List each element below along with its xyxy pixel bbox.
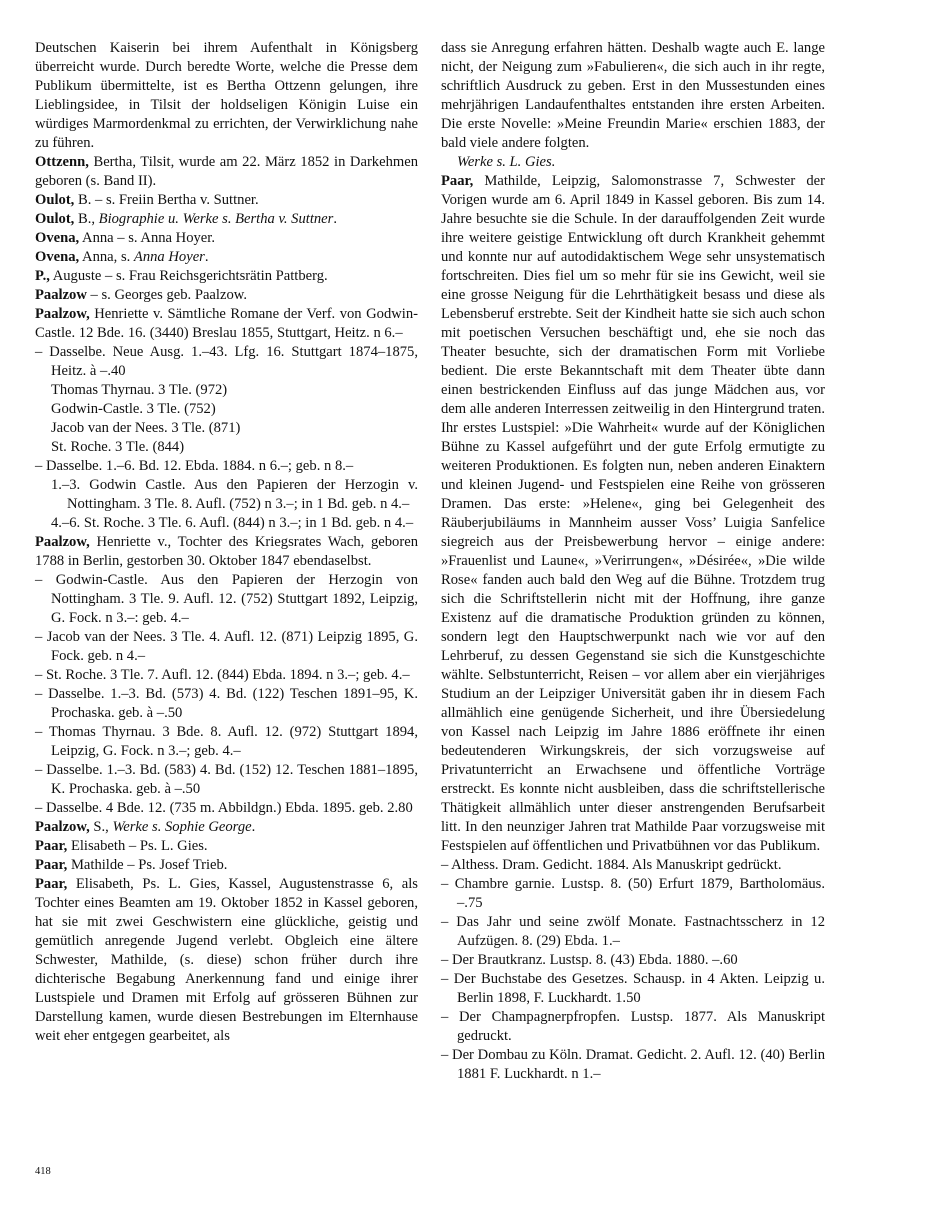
entry-text: S., bbox=[89, 819, 113, 835]
page-number: 418 bbox=[35, 1166, 51, 1177]
list-item: St. Roche. 3 Tle. (844) bbox=[51, 439, 185, 455]
entry-headword: Ottzenn, bbox=[35, 154, 89, 170]
entry-tail: . bbox=[251, 819, 256, 835]
entry-headword: Paar, bbox=[441, 173, 474, 189]
sub-entry: – Der Brautkranz. Lustsp. 8. (43) Ebda. 1880. –.60 bbox=[441, 952, 738, 968]
sub-entry: – Dasselbe. 1.–3. Bd. (583) 4. Bd. (152) 12. Teschen 1881–1895, K. Prochaska. geb. à –.50 bbox=[35, 762, 418, 797]
entry-headword: Paar, bbox=[35, 857, 68, 873]
entry-paar-mathilde-ref bbox=[35, 856, 418, 875]
entry-text: Anna – s. Anna Hoyer. bbox=[79, 230, 215, 246]
entry-text: B., bbox=[74, 211, 99, 227]
entry-text: Henriette v. Sämtliche Romane der Verf. von Godwin-Castle. 12 Bde. 16. (3440) Breslau 1855, Stuttgart, Heitz. n 6.– bbox=[35, 306, 418, 341]
works-reference: Werke s. L. Gies. bbox=[457, 154, 556, 170]
entry-headword: P., bbox=[35, 268, 50, 284]
entry-paar-elisabeth-ref bbox=[35, 837, 418, 856]
entry-p-auguste bbox=[35, 267, 418, 286]
entry-text: Mathilde – Ps. Josef Trieb. bbox=[67, 857, 228, 873]
entry-text: Anna, s. bbox=[79, 249, 134, 265]
list-item: Godwin-Castle. 3 Tle. (752) bbox=[51, 401, 216, 417]
entry-paalzow-henriette-bio bbox=[35, 533, 418, 571]
entry-headword: Ovena, bbox=[35, 230, 80, 246]
sub-entry: – St. Roche. 3 Tle. 7. Aufl. 12. (844) Ebda. 1894. n 3.–; geb. 4.– bbox=[35, 667, 410, 683]
entry-italic-ref: Werke s. Sophie George bbox=[112, 819, 252, 835]
entry-text: Elisabeth – Ps. L. Gies. bbox=[67, 838, 208, 854]
entry-italic-ref: Anna Hoyer bbox=[133, 249, 205, 265]
sub-entry: – Jacob van der Nees. 3 Tle. 4. Aufl. 12. (871) Leipzig 1895, G. Fock. geb. n 4.– bbox=[35, 629, 418, 664]
entry-headword: Paalzow bbox=[35, 287, 87, 303]
entry-headword: Oulot, bbox=[35, 192, 75, 208]
right-column bbox=[441, 39, 825, 1084]
sub-entry: – Thomas Thyrnau. 3 Bde. 8. Aufl. 12. (972) Stuttgart 1894, Leipzig, G. Fock. n 3.–; geb. 4.– bbox=[35, 724, 418, 759]
sub-entry: – Chambre garnie. Lustsp. 8. (50) Erfurt 1879, Bartholomäus. –.75 bbox=[441, 876, 825, 911]
entry-paar-mathilde-bio bbox=[441, 172, 825, 856]
entry-oulot-2 bbox=[35, 210, 418, 229]
entry-tail: . bbox=[333, 211, 337, 227]
entry-tail: . bbox=[204, 249, 209, 265]
sub-entry: – Der Buchstabe des Gesetzes. Schausp. in 4 Akten. Leipzig u. Berlin 1898, F. Luckhardt. 1.50 bbox=[441, 971, 825, 1006]
entry-headword: Paalzow, bbox=[35, 819, 90, 835]
entry-text: Bertha, Tilsit, wurde am 22. März 1852 in Darkehmen geboren (s. Band II). bbox=[35, 154, 418, 189]
entry-text: – s. Georges geb. Paalzow. bbox=[86, 287, 247, 303]
entry-headword: Paalzow, bbox=[35, 306, 90, 322]
list-item: Thomas Thyrnau. 3 Tle. (972) bbox=[51, 382, 228, 398]
entry-ottzenn bbox=[35, 153, 418, 191]
entry-oulot-1 bbox=[35, 191, 418, 210]
entry-headword: Paar, bbox=[35, 876, 68, 892]
entry-headword: Paar, bbox=[35, 838, 68, 854]
entry-headword: Oulot, bbox=[35, 211, 75, 227]
entry-text: Mathilde, Leipzig, Salomonstrasse 7, Schwester der Vorigen wurde am 6. April 1849 in Kassel geboren. Bis zum 14. Jahre besuchte sie die Schule. In der darauffolgenden Zeit wurde ihre weitere geistige Entwicklung oft durch Krankheit gehemmt und konnte nur auf autodidaktischem Wege sehr unsystematisch fortschreiten. Dies fiel um so mehr für sie ins Gewicht, weil sie eine grosse Neigung für die Lehrthätigkeit besass und diese als Lebensberuf erstrebte. Seit der Kindheit hatte sie sich auch schon mit poetischen Versuchen beschäftigt und, ehe sie noch das Theater besuchte, sich der dramatischen Form mit Vorliebe bedient. Die erste Bekanntschaft mit dem Theater übte dann einen bestrickenden Einfluss auf das junge Mädchen aus, vor dem alle anderen Interressen zeitweilig in den Hintergrund traten. Ihr erstes Lustspiel: »Die Wahrheit« wurde auf der Königlichen Bühne zu Kassel aufgeführt und der gute Erfolg ermutigte zu weiteren Produktionen. Es folgten nun, neben anderen Einaktern und kleinen Jugend- und Festspielen eine Reihe von grösseren Dramen. Das erste: »Helene«, ging bei Gelegenheit des Räuberjubiläums in Mannheim ausser Voss’ Luigia Sanfelice siegreich aus der Preisbewerbung hervor – einige andere: »Frauenlist und Laune«, »Verirrungen«, »Désirée«, »Die wilde Rose« fanden auch bald den Weg auf die Bühne. Trotzdem trug sich die Schriftstellerin nicht mit der Hoffnung, ihre ganze Existenz auf die dramatische Produktion gründen zu können, sondern legt den Hauptschwerpunkt nach wie vor auf den Lehrberuf, zu dessen Gegenstand sie sich die Kunstgeschichte wählte. Selbstunterricht, Reisen – vor allem aber ein vierjähriges Studium an der Leipziger Universität gaben ihr in diesem Fach allmählich eine genügende Sicherheit, und ihre Übersiedelung von Kassel nach Leipzig im Jahre 1886 eröffnete ihr einen bedeutenderen Wirkungskreis, der sich vorzugsweise auf Privatunterricht an Erwachsene und öffentliche Vorträge erstreckt. Es konnte nicht ausbleiben, dass die schriftstellerische Thätigkeit allmählich unter dieser anstrengenden Berufsarbeit litt. In den neunziger Jahren trat Mathilde Paar vorzugsweise mit Festspielen auf öffentlichen und Privatbühnen vor das Publikum. bbox=[441, 173, 825, 854]
entry-paalzow-s bbox=[35, 818, 418, 837]
continuation-paragraph: dass sie Anregung erfahren hätten. Deshalb wagte auch E. lange nicht, der Neigung zum »Fabulieren«, die sich auch in ihr regte, schriftlich Ausdruck zu geben. Erst in den Mussestunden eines mehrjährigen Landaufenthaltes entstanden ihre ersten Arbeiten. Die erste Novelle: »Meine Freundin Marie« erschien 1883, der bald viele andere folgten. bbox=[441, 40, 825, 151]
entry-text: Elisabeth, Ps. L. Gies, Kassel, Augustenstrasse 6, als Tochter eines Beamten am 19. Oktober 1852 in Kassel geboren, hat sie mit zwei Geschwistern eine glückliche, geistig und gemütlich anregende Jugend verlebt. Obgleich eine ältere Schwester, Mathilde, (s. diese) schon früher durch ihre dichterische Begabung Anerkennung fand und einige ihrer Lustspiele und Dramen mit Erfolg auf grösseren Bühnen zur Darstellung kamen, wurde diesen Bestrebungen im Elternhause weit eher entgegen gearbeitet, als bbox=[35, 876, 418, 1044]
sub-entry: – Dasselbe. 4 Bde. 12. (735 m. Abbildgn.) Ebda. 1895. geb. 2.80 bbox=[35, 800, 413, 816]
entry-ovena-1 bbox=[35, 229, 418, 248]
entry-paar-elisabeth-bio bbox=[35, 875, 418, 1046]
entry-text: B. – s. Freiin Bertha v. Suttner. bbox=[74, 192, 259, 208]
sub-entry: – Althess. Dram. Gedicht. 1884. Als Manuskript gedrückt. bbox=[441, 857, 782, 873]
continuation-paragraph: Deutschen Kaiserin bei ihrem Aufenthalt in Königsberg überreicht wurde. Durch beredte Worte, welche die Presse dem Publikum übermittelte, ist es Bertha Ottzenn gelungen, ihre Lieblingsidee, in Tilsit der holdseligen Königin Luise ein würdiges Marmordenkmal zu errichten, der Verwirklichung nahe zu führen. bbox=[35, 40, 418, 151]
sub-entry: – Dasselbe. 1.–3. Bd. (573) 4. Bd. (122) Teschen 1891–95, K. Prochaska. geb. à –.50 bbox=[35, 686, 418, 721]
entry-headword: Ovena, bbox=[35, 249, 80, 265]
entry-italic-ref: Biographie u. Werke s. Bertha v. Suttner bbox=[98, 211, 334, 227]
entry-text: Auguste – s. Frau Reichsgerichtsrätin Pattberg. bbox=[49, 268, 328, 284]
sub-entry: – Godwin-Castle. Aus den Papieren der Herzogin von Nottingham. 3 Tle. 9. Aufl. 12. (752) Stuttgart 1892, Leipzig, G. Fock. n 3.–: geb. 4.– bbox=[35, 572, 418, 626]
sub-sub-entry: 4.–6. St. Roche. 3 Tle. 6. Aufl. (844) n 3.–; in 1 Bd. geb. n 4.– bbox=[51, 515, 414, 531]
sub-sub-entry: 1.–3. Godwin Castle. Aus den Papieren der Herzogin v. Nottingham. 3 Tle. 8. Aufl. (752) n 3.–; in 1 Bd. geb. n 4.– bbox=[51, 477, 418, 512]
entry-paalzow-1 bbox=[35, 286, 418, 305]
sub-entry: – Dasselbe. Neue Ausg. 1.–43. Lfg. 16. Stuttgart 1874–1875, Heitz. à –.40 bbox=[35, 344, 418, 379]
entry-headword: Paalzow, bbox=[35, 534, 90, 550]
sub-entry: – Der Champagnerpfropfen. Lustsp. 1877. Als Manuskript gedruckt. bbox=[441, 1009, 825, 1044]
sub-entry: – Dasselbe. 1.–6. Bd. 12. Ebda. 1884. n 6.–; geb. n 8.– bbox=[35, 458, 354, 474]
entry-paalzow-henriette-works bbox=[35, 305, 418, 343]
entry-text: Henriette v., Tochter des Kriegsrates Wach, geboren 1788 in Berlin, gestorben 30. Oktober 1847 ebendaselbst. bbox=[35, 534, 418, 569]
sub-entry: – Das Jahr und seine zwölf Monate. Fastnachtsscherz in 12 Aufzügen. 8. (29) Ebda. 1.– bbox=[441, 914, 825, 949]
left-column bbox=[35, 39, 418, 1046]
sub-entry: – Der Dombau zu Köln. Dramat. Gedicht. 2. Aufl. 12. (40) Berlin 1881 F. Luckhardt. n 1.– bbox=[441, 1047, 825, 1082]
list-item: Jacob van der Nees. 3 Tle. (871) bbox=[51, 420, 241, 436]
entry-ovena-2 bbox=[35, 248, 418, 267]
